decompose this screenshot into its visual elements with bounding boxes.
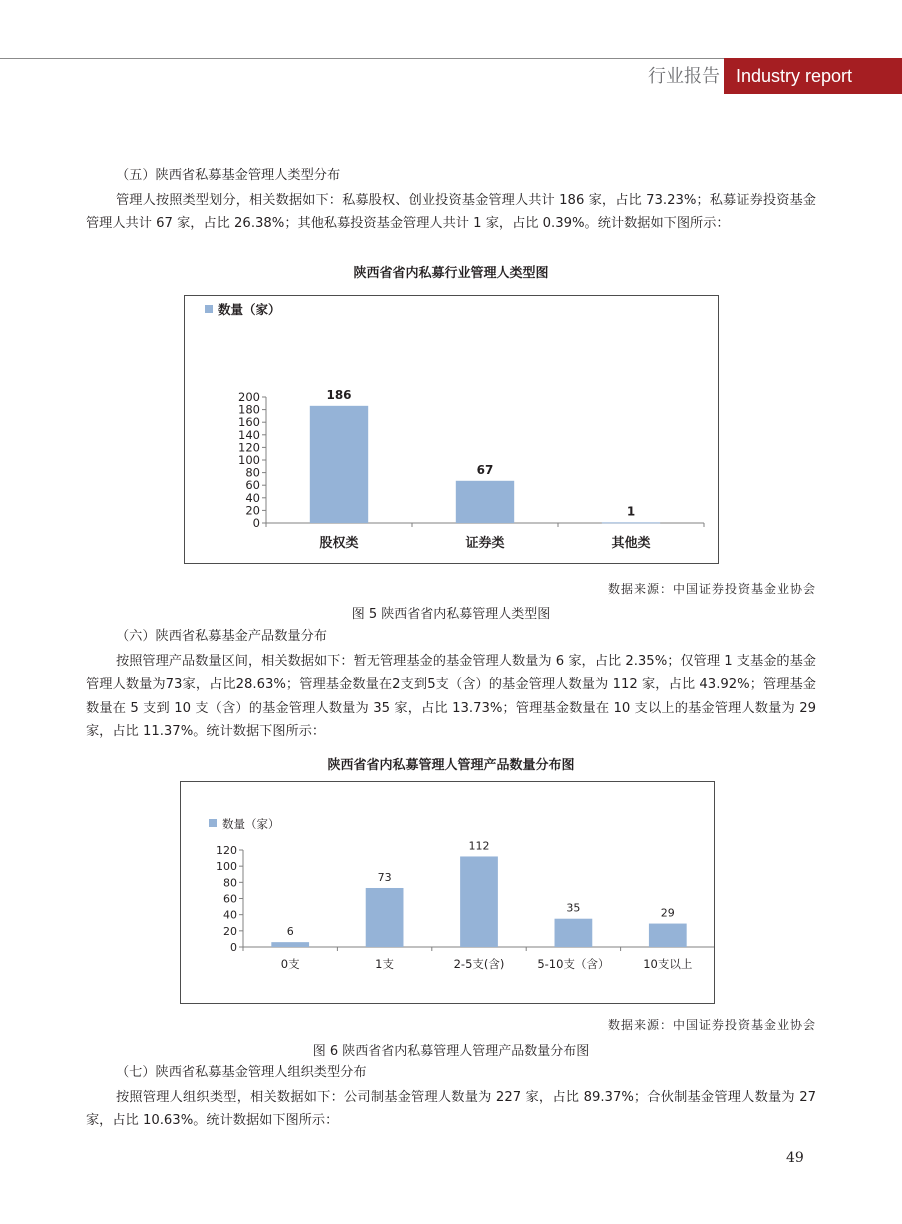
- chart1-legend-swatch: [205, 305, 213, 313]
- chart1-category-label: 其他类: [611, 536, 651, 551]
- chart1-y-tick-label: 140: [238, 427, 260, 442]
- section6-paragraph-text: 按照管理产品数量区间，相关数据如下：暂无管理基金的基金管理人数量为 6 家，占比 2.35%；仅管理 1 支基金的基金管理人数量为73家，占比28.63%；管理基金数量在2支到5支（含）的基金管理人数量为 112 家，占比 43.92%；管理基金数量在 5 支到 10 支（含）的基金管理人数量为 35 家，占比 13.73%；管理基金数量在 10 支以上的基金管理人数量为 29 家，占比 11.37%。统计数据下图所示：: [86, 654, 816, 740]
- chart1-y-tick-label: 200: [238, 390, 260, 404]
- header-english-label: Industry report: [724, 58, 902, 94]
- chart2-y-tick-label: 40: [223, 908, 237, 922]
- chart1-data-label: 67: [476, 462, 494, 477]
- chart1-y-tick-label: 40: [245, 490, 260, 505]
- chart2-y-tick-label: 80: [223, 876, 237, 890]
- chart1-legend-label: 数量（家）: [218, 302, 281, 317]
- chart2-legend-label: 数量（家）: [222, 817, 280, 831]
- chart1-y-tick-label: 60: [245, 478, 260, 493]
- chart2-svg: [181, 782, 714, 1003]
- chart2-data-label: 35: [566, 901, 581, 915]
- chart2-data-label: 29: [660, 906, 675, 920]
- header-section-label: 行业报告: [648, 66, 720, 87]
- chart2-category-label: 1支: [375, 957, 395, 971]
- section6-heading: （六）陕西省私募基金产品数量分布: [116, 629, 327, 644]
- chart2-bar: [649, 924, 687, 947]
- figure5-caption: 图 5 陕西省省内私募管理人类型图: [351, 607, 551, 622]
- chart2-legend-swatch: [209, 819, 217, 827]
- chart2-category-label: 2-5支(含): [453, 957, 505, 971]
- chart2-data-label: 73: [377, 870, 392, 884]
- chart2-category-label: 0支: [280, 957, 300, 971]
- chart1-y-tick-label: 180: [238, 402, 260, 417]
- section7-paragraph-text: 按照管理人组织类型，相关数据如下：公司制基金管理人数量为 227 家，占比 89.37%；合伙制基金管理人数量为 27 家，占比 10.63%。统计数据如下图所示：: [86, 1090, 816, 1129]
- chart1-y-tick-label: 80: [245, 465, 260, 480]
- chart1-y-tick-label: 20: [245, 503, 260, 518]
- figure6-source: 数据来源：中国证券投资基金业协会: [607, 1018, 816, 1032]
- chart1-y-tick-label: 120: [238, 440, 260, 455]
- page-number: 49: [786, 1150, 804, 1166]
- figure6-caption: 图 6 陕西省省内私募管理人管理产品数量分布图: [312, 1044, 590, 1059]
- chart2-y-tick-label: 0: [230, 941, 237, 954]
- figure5-source: 数据来源：中国证券投资基金业协会: [607, 582, 816, 596]
- chart2-title: 陕西省省内私募管理人管理产品数量分布图: [327, 758, 575, 773]
- chart2-bar: [460, 856, 498, 947]
- section5-paragraph: [86, 189, 816, 236]
- chart2-data-label: 6: [286, 925, 294, 939]
- chart2-frame: [180, 781, 715, 1004]
- chart1-bar: [310, 406, 368, 523]
- chart1-data-label: 186: [326, 387, 352, 402]
- section5-heading: （五）陕西省私募基金管理人类型分布: [116, 168, 341, 183]
- chart1-y-tick-label: 0: [252, 516, 260, 530]
- section7-heading: （七）陕西省私募基金管理人组织类型分布: [116, 1065, 367, 1080]
- chart1-title: 陕西省省内私募行业管理人类型图: [353, 266, 549, 281]
- section7-paragraph: [86, 1086, 816, 1133]
- chart1-category-label: 证券类: [465, 536, 505, 551]
- chart1-bar: [602, 522, 660, 523]
- chart2-category-label: 10支以上: [643, 957, 693, 971]
- chart2-category-label: 5-10支（含）: [537, 957, 610, 971]
- chart2-y-tick-label: 100: [216, 860, 237, 874]
- section5-paragraph-text: 管理人按照类型划分，相关数据如下：私募股权、创业投资基金管理人共计 186 家，占比 73.23%；私募证券投资基金管理人共计 67 家，占比 26.38%；其他私募投资基金管理人共计 1 家，占比 0.39%。统计数据如下图所示：: [86, 193, 816, 232]
- chart1-y-tick-label: 160: [238, 415, 260, 430]
- chart1-category-label: 股权类: [319, 536, 359, 551]
- chart2-data-label: 112: [468, 839, 490, 853]
- chart1-y-tick-label: 100: [238, 453, 260, 467]
- chart1-frame: [184, 295, 719, 564]
- chart2-y-tick-label: 20: [223, 924, 237, 938]
- chart2-y-tick-label: 60: [223, 892, 237, 906]
- chart1-data-label: 1: [626, 504, 636, 519]
- chart2-bar: [555, 919, 593, 947]
- chart1-bar: [456, 481, 514, 523]
- chart1-svg: [185, 296, 718, 563]
- chart2-y-tick-label: 120: [216, 844, 237, 857]
- chart2-bar: [366, 888, 404, 947]
- section6-paragraph: [86, 650, 816, 744]
- chart2-bar: [271, 942, 309, 947]
